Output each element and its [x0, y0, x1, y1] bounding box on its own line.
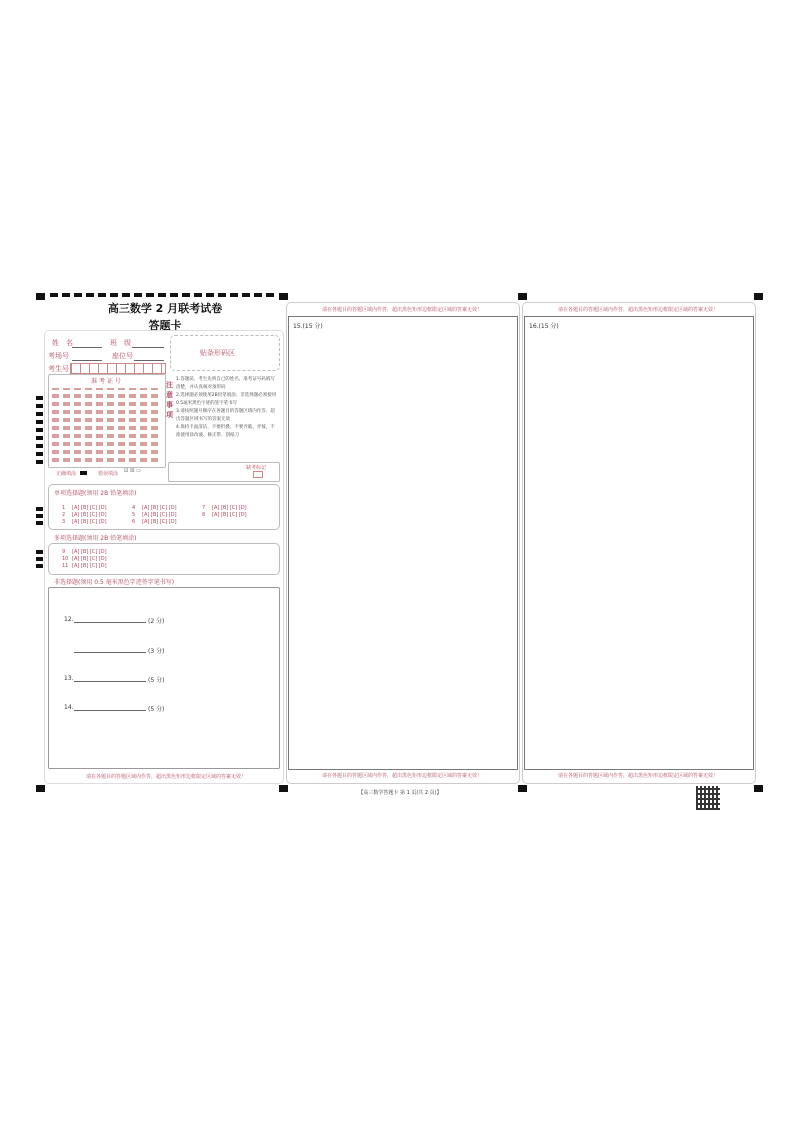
blank-12b-score: (3 分): [148, 648, 165, 655]
exam-number-grid-title: 准 考 证 号: [91, 378, 121, 385]
option-bubbles[interactable]: [A] [B] [C] [D]: [72, 512, 107, 518]
blank-12-number: 12.: [64, 616, 74, 623]
question-number: 10: [62, 556, 69, 562]
option-bubbles[interactable]: [A] [B] [C] [D]: [72, 549, 107, 555]
question-number: 11: [62, 563, 69, 569]
question-number: 6: [132, 519, 136, 525]
timing-mark: [36, 507, 43, 511]
notice-line: 4.保持卡面清洁，不要折叠、不要弄破、弄皱，不准使用涂改液、修正带、刮纸刀: [176, 425, 275, 438]
question-number: 9: [62, 549, 66, 555]
timing-mark: [36, 412, 43, 416]
question-number: 7: [202, 505, 206, 511]
name-label: 姓 名: [52, 339, 73, 347]
option-bubbles[interactable]: [A] [B] [C] [D]: [142, 512, 177, 518]
qr-code-icon: [696, 786, 720, 810]
question-number: 4: [132, 505, 136, 511]
option-bubbles[interactable]: [A] [B] [C] [D]: [212, 512, 247, 518]
column-1-frame: [44, 330, 284, 784]
fill-blank-title: 非选择题(须用 0.5 毫米黑色字迹签字笔书写): [54, 579, 175, 586]
notice-title: 注意事项: [166, 381, 173, 419]
registration-mark: [279, 785, 288, 792]
timing-mark: [36, 396, 43, 400]
barcode-label: 贴条形码区: [200, 349, 235, 357]
registration-mark: [279, 293, 288, 300]
timing-mark: [36, 420, 43, 424]
registration-mark: [518, 785, 527, 792]
panel-q15-label: 15.(15 分): [293, 323, 323, 330]
page-subtitle: 答题卡: [148, 319, 182, 332]
dashed-rule: [50, 293, 278, 297]
option-bubbles[interactable]: [A] [B] [C] [D]: [142, 505, 177, 511]
panel-q16-warning-top: 请在各题目的答题区域内作答，超出黑色矩形边框限定区域的答案无效！: [557, 307, 718, 313]
timing-mark: [36, 436, 43, 440]
timing-mark: [36, 521, 43, 525]
option-bubbles[interactable]: [A] [B] [C] [D]: [142, 519, 177, 525]
timing-mark: [36, 404, 43, 408]
panel-q16-warning-bottom: 请在各题目的答题区域内作答，超出黑色矩形边框限定区域的答案无效！: [557, 773, 718, 779]
warning-text: 请在各题目的答题区域内作答，超出黑色矩形边框限定区域的答案无效！: [85, 774, 246, 780]
single-choice-title: 单项选择题(须用 2B 铅笔填涂): [54, 490, 137, 497]
blank-14-score: (5 分): [148, 706, 165, 713]
seat-label: 座位号: [112, 352, 133, 360]
wrong-fill-label: 错误填涂: [98, 471, 119, 477]
timing-mark: [36, 557, 43, 561]
timing-mark: [36, 514, 43, 518]
correct-fill-label: 正确填涂: [56, 471, 77, 477]
blank-13-number: 13.: [64, 675, 74, 682]
panel-q15-warning-top: 请在各题目的答题区域内作答，超出黑色矩形边框限定区域的答案无效！: [321, 307, 482, 313]
blank-14-number: 14.: [64, 704, 74, 711]
option-bubbles[interactable]: [A] [B] [C] [D]: [212, 505, 247, 511]
option-bubbles[interactable]: [A] [B] [C] [D]: [72, 556, 107, 562]
multi-choice-title: 多项选择题(须用 2B 铅笔填涂): [54, 535, 137, 542]
question-number: 2: [62, 512, 66, 518]
panel-q16-answer-area[interactable]: [524, 316, 754, 770]
timing-mark: [36, 460, 43, 464]
panel-q16-label: 16.(15 分): [529, 323, 559, 330]
notice-line: 3.请按照题号顺序在各题目的答题区域内作答，超出答题区域书写的答案无效: [176, 409, 275, 422]
absent-title: 缺考标记: [246, 465, 267, 471]
timing-mark: [36, 428, 43, 432]
question-number: 8: [202, 512, 206, 518]
panel-q15-answer-area[interactable]: [288, 316, 518, 770]
timing-mark: [36, 564, 43, 568]
registration-mark: [36, 785, 45, 792]
registration-mark: [754, 785, 763, 792]
class-label: 班 级: [110, 339, 131, 347]
panel-q15-warning-bottom: 请在各题目的答题区域内作答，超出黑色矩形边框限定区域的答案无效！: [321, 773, 482, 779]
question-number: 3: [62, 519, 66, 525]
timing-mark: [36, 444, 43, 448]
registration-mark: [36, 293, 45, 300]
timing-mark: [36, 452, 43, 456]
notice-line: 2.选择题必须使用2B铅笔填涂；非选择题必须使用0.5毫米黑色字迹的签字笔书写: [176, 393, 277, 406]
option-bubbles[interactable]: [A] [B] [C] [D]: [72, 519, 107, 525]
wrong-fill-example: ☑ ☒ ▭: [124, 468, 141, 474]
question-number: 5: [132, 512, 136, 518]
notice-line: 1.答题前，考生先将自己的姓名、准考证号码填写清楚，并认真核对条形码: [176, 377, 275, 390]
timing-mark: [36, 550, 43, 554]
blank-12-score: (2 分): [148, 618, 165, 625]
registration-mark: [754, 293, 763, 300]
exam-no-label: 考生号: [48, 365, 69, 373]
option-bubbles[interactable]: [A] [B] [C] [D]: [72, 563, 107, 569]
room-label: 考场号: [48, 352, 69, 360]
option-bubbles[interactable]: [A] [B] [C] [D]: [72, 505, 107, 511]
page-footer: 【高三数学答题卡 第 1 页(共 2 页)】: [358, 790, 442, 796]
question-number: 1: [62, 505, 66, 511]
page-title: 高三数学 2 月联考试卷: [107, 302, 223, 315]
registration-mark: [518, 293, 527, 300]
blank-13-score: (5 分): [148, 677, 165, 684]
